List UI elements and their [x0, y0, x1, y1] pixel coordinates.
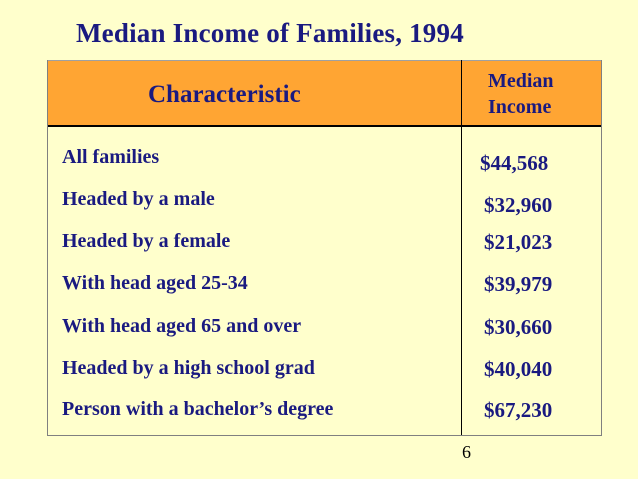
row-label-all-families: All families [62, 146, 160, 168]
header-median-income [488, 68, 588, 120]
row-value-head-aged-25-34: $39,979 [484, 272, 553, 296]
row-value-all-families: $44,568 [480, 151, 549, 175]
page-number: 6 [462, 442, 471, 462]
row-value-headed-by-female: $21,023 [484, 230, 553, 254]
row-value-high-school-grad: $40,040 [484, 357, 553, 381]
header-median-line2: Income [488, 96, 552, 118]
header-characteristic: Characteristic [148, 81, 301, 108]
row-value-head-aged-65-over: $30,660 [484, 315, 553, 339]
row-value-headed-by-male: $32,960 [484, 193, 553, 217]
row-label-headed-by-female: Headed by a female [62, 230, 231, 252]
column-divider [461, 60, 462, 435]
row-value-bachelors-degree: $67,230 [484, 398, 553, 422]
row-label-bachelors-degree: Person with a bachelor’s degree [62, 398, 334, 420]
row-label-headed-by-male: Headed by a male [62, 188, 215, 210]
row-label-high-school-grad: Headed by a high school grad [62, 357, 315, 379]
row-label-head-aged-25-34: With head aged 25-34 [62, 272, 248, 294]
row-label-head-aged-65-over: With head aged 65 and over [62, 315, 302, 337]
slide-title: Median Income of Families, 1994 [76, 18, 464, 48]
header-median-line1: Median [488, 70, 554, 92]
